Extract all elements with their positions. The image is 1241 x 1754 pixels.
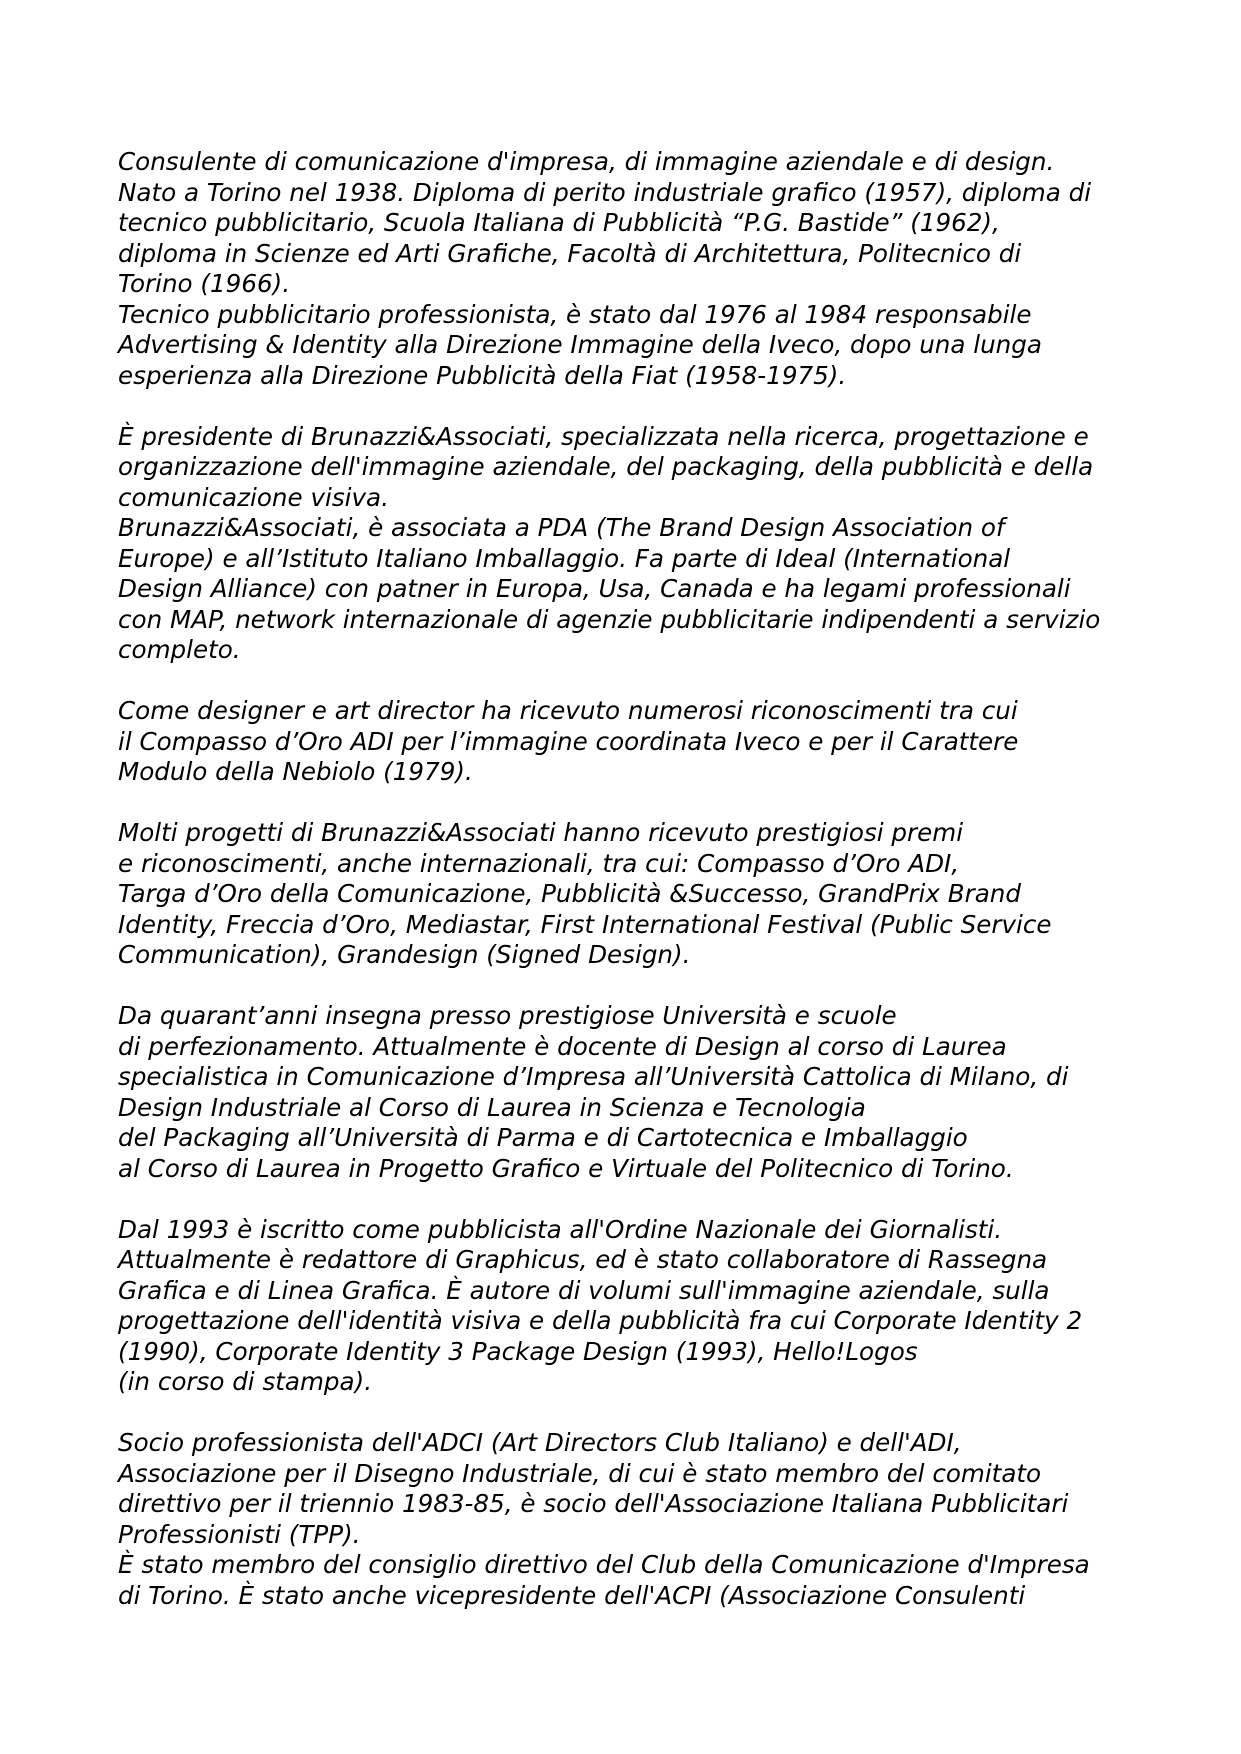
text-line: Torino (1966). — [118, 269, 291, 298]
text-line: Targa d’Oro della Comunicazione, Pubblicità &Successo, GrandPrix Brand — [118, 879, 1021, 908]
text-line: Grafica e di Linea Grafica. È autore di volumi sull'immagine aziendale, sulla — [118, 1275, 1050, 1305]
text-line: al Corso di Laurea in Progetto Grafico e Virtuale del Politecnico di Torino. — [118, 1153, 1014, 1183]
text-line: di Torino. È stato anche vicepresidente dell'ACPI (Associazione Consulenti — [118, 1580, 1026, 1610]
text-line: completo. — [118, 635, 241, 664]
text-line: comunicazione visiva. — [118, 482, 389, 512]
text-line: Design Alliance) con patner in Europa, Usa, Canada e ha legami professionali — [118, 574, 1071, 603]
text-line: Associazione per il Disegno Industriale, di cui è stato membro del comitato — [118, 1458, 1042, 1488]
text-line: Communication), Grandesign (Signed Design). — [118, 940, 691, 969]
text-line: progettazione dell'identità visiva e della pubblicità fra cui Corporate Identity 2 — [118, 1306, 1083, 1335]
text-line: Advertising & Identity alla Direzione Immagine della Iveco, dopo una lunga — [118, 330, 1042, 359]
text-line: Dal 1993 è iscritto come pubblicista all'Ordine Nazionale dei Giornalisti. — [118, 1214, 1003, 1244]
text-line: Europe) e all’Istituto Italiano Imballaggio. Fa parte di Ideal (International — [118, 543, 1011, 573]
text-line: Design Industriale al Corso di Laurea in Scienza e Tecnologia — [118, 1092, 866, 1122]
text-line: esperienza alla Direzione Pubblicità della Fiat (1958-1975). — [118, 360, 847, 390]
text-line: Molti progetti di Brunazzi&Associati hanno ricevuto prestigiosi premi — [118, 818, 964, 847]
text-line: il Compasso d’Oro ADI per l’immagine coordinata Iveco e per il Carattere — [118, 726, 1019, 756]
text-line: È stato membro del consiglio direttivo del Club della Comunicazione d'Impresa — [118, 1550, 1090, 1579]
text-line: specialistica in Comunicazione d’Impresa all’Università Cattolica di Milano, di — [118, 1062, 1069, 1091]
text-line: organizzazione dell'immagine aziendale, del packaging, della pubblicità e della — [118, 452, 1094, 481]
text-line: Modulo della Nebiolo (1979). — [118, 757, 473, 786]
text-line: Tecnico pubblicitario professionista, è stato dal 1976 al 1984 responsabile — [118, 299, 1032, 329]
text-line: con MAP, network internazionale di agenzie pubblicitarie indipendenti a servizio — [118, 604, 1101, 634]
text-line: diploma in Scienze ed Arti Grafiche, Facoltà di Architettura, Politecnico di — [118, 238, 1022, 268]
text-line: (in corso di stampa). — [118, 1367, 373, 1396]
paragraph-spacer — [118, 788, 1198, 819]
text-line: Attualmente è redattore di Graphicus, ed è stato collaboratore di Rassegna — [118, 1245, 1048, 1274]
paragraph-spacer — [118, 1398, 1198, 1429]
text-line: Identity, Freccia d’Oro, Mediastar, First International Festival (Public Service — [118, 909, 1052, 939]
text-line: Come designer e art director ha ricevuto numerosi riconoscimenti tra cui — [118, 696, 1018, 725]
text-line: Da quarant’anni insegna presso prestigiose Università e scuole — [118, 1001, 897, 1030]
text-line: del Packaging all’Università di Parma e di Cartotecnica e Imballaggio — [118, 1123, 968, 1152]
paragraph-spacer — [118, 391, 1198, 422]
text-line: Nato a Torino nel 1938. Diploma di perito industriale grafico (1957), diploma di — [118, 177, 1092, 207]
text-line: Consulente di comunicazione d'impresa, di immagine aziendale e di design. — [118, 147, 1055, 176]
text-line: tecnico pubblicitario, Scuola Italiana di Pubblicità “P.G. Bastide” (1962), — [118, 208, 1000, 237]
text-line: Brunazzi&Associati, è associata a PDA (The Brand Design Association of — [118, 513, 1005, 542]
text-line: È presidente di Brunazzi&Associati, specializzata nella ricerca, progettazione e — [118, 421, 1089, 451]
paragraph-spacer — [118, 666, 1198, 697]
text-line: Professionisti (TPP). — [118, 1519, 361, 1549]
paragraph-spacer — [118, 1184, 1198, 1215]
paragraph-spacer — [118, 971, 1198, 1002]
text-line: Socio professionista dell'ADCI (Art Directors Club Italiano) e dell'ADI, — [118, 1428, 962, 1457]
text-line: (1990), Corporate Identity 3 Package Design (1993), Hello!Logos — [118, 1336, 918, 1366]
text-line: di perfezionamento. Attualmente è docente di Design al corso di Laurea — [118, 1031, 1007, 1061]
text-line: direttivo per il triennio 1983-85, è socio dell'Associazione Italiana Pubblicitari — [118, 1489, 1069, 1518]
biography-text — [118, 147, 1198, 1611]
text-line: e riconoscimenti, anche internazionali, tra cui: Compasso d’Oro ADI, — [118, 848, 960, 878]
